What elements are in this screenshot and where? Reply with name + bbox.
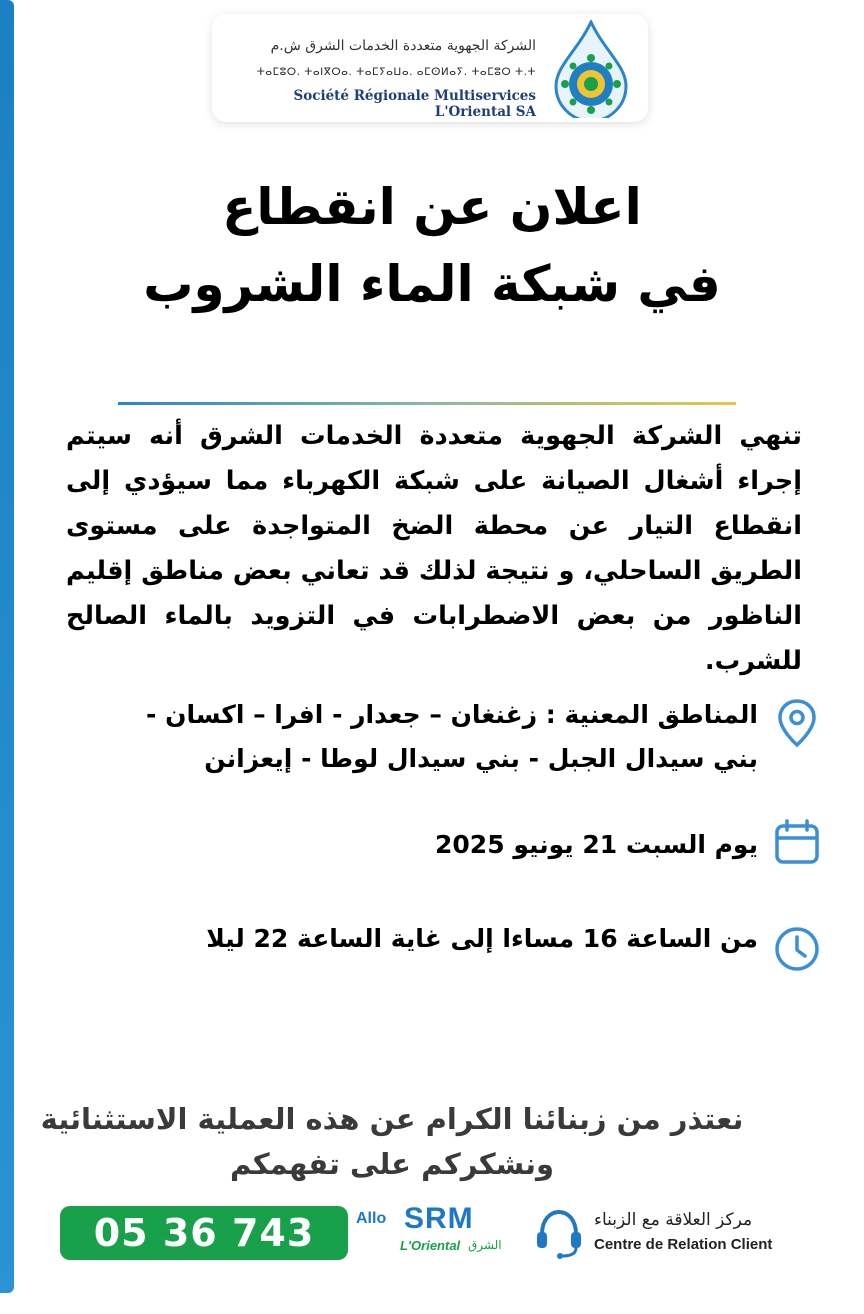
srm-drop-logo-icon [548,20,634,118]
srm-label: SRM [404,1202,474,1235]
location-pin-icon [772,698,822,748]
phone-number-button[interactable]: 05 36 743 743 [60,1206,348,1260]
company-name-arabic: الشركة الجهوية متعددة الخدمات الشرق ش.م [270,38,536,54]
date-row [60,812,850,902]
affected-areas-line1: المناطق المعنية : زغنغان – جعدار - افرا – اكسان - [146,700,758,729]
announcement-title-line2: في شبكة الماء الشروب [143,255,721,313]
loriental-label: L'Oriental [400,1238,461,1253]
company-name-tifinagh: ⵜⴰⵎⵓⵔ. ⵜⴰⵏⴳⵔⴰ. ⵜⴰⵎⵢⴰⵡⴰ. ⴰⵎⵙⵍⴰⵢ. ⵜⴰⵎⵓⵔ ⵜ.ⵜ [256,66,536,78]
outage-time: من الساعة 16 مساءا إلى غاية الساعة 22 ليلا [206,924,758,953]
calendar-icon [772,818,822,868]
allo-label: Allo [356,1210,387,1227]
headset-icon [534,1206,584,1260]
announcement-title-line1: اعلان عن انقطاع [222,178,642,236]
outage-date: يوم السبت 21 يونيو 2025 [435,830,758,859]
apology-line1: نعتذر من زبنائنا الكرام عن هذه العملية الاستثنائية [40,1102,744,1136]
allo-srm-logo [356,1202,528,1260]
time-row [60,918,850,1008]
clock-icon [772,924,822,974]
apology-line2: ونشكركم على تفهمكم [229,1147,555,1181]
client-center-french: Centre de Relation Client [594,1236,773,1253]
sharq-label: الشرق [468,1238,502,1252]
title-divider [118,402,736,405]
affected-areas-row [60,694,850,784]
client-center-arabic: مركز العلاقة مع الزبناء [594,1210,753,1230]
affected-areas-line2: بني سيدال الجبل - بني سيدال لوطا - إيعزانن [204,744,758,773]
header-logo-card [212,14,648,122]
announcement-body: تنهي الشركة الجهوية متعددة الخدمات الشرق أنه سيتم إجراء أشغال الصيانة على شبكة الكهرباء مما سيؤدي إلى انقطاع التيار عن محطة الضخ المتواجدة على مستوى الطريق الساحلي، و نتيجة لذلك قد تعاني بعض مناطق إقليم الناظور من بعض الاضطرابات في التزويد بالماء الصالح للشرب. [66,421,802,676]
company-name-french: Société Régionale Multiservices L'Oriental SA [293,88,536,120]
